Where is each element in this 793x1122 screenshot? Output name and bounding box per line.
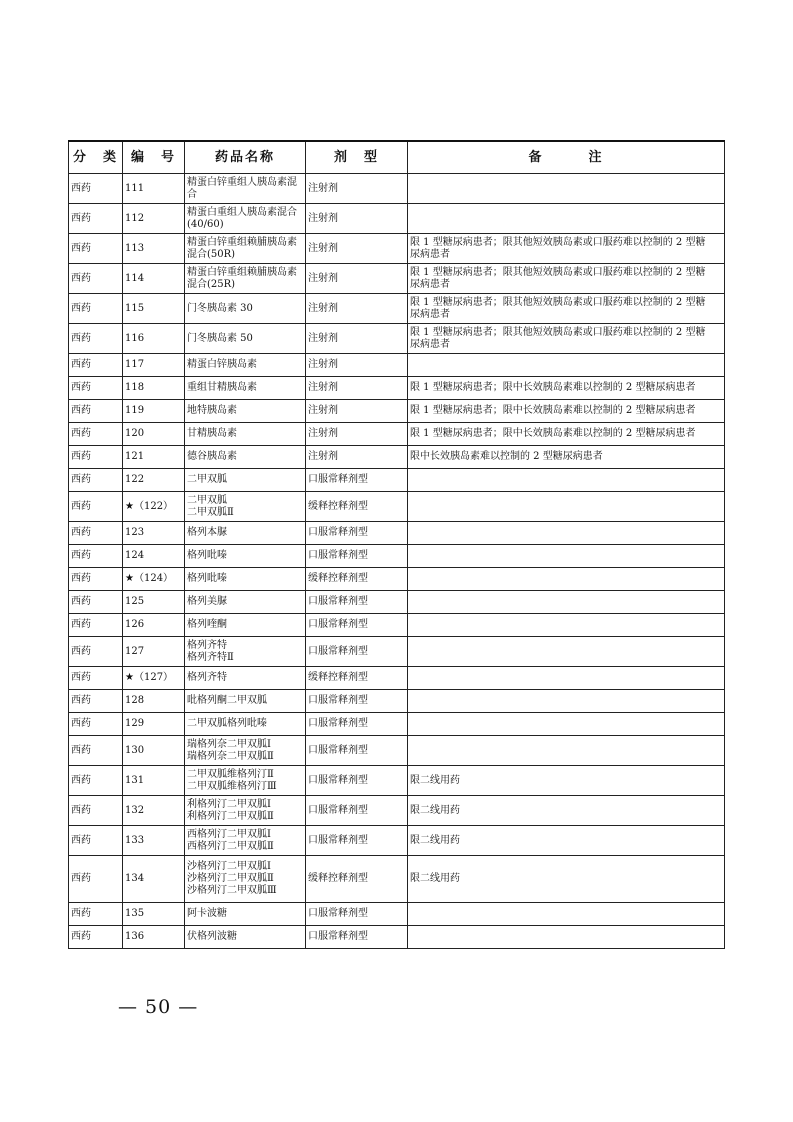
- table-row: [69, 766, 725, 796]
- cell-dosage-form: 口服常释剂型: [306, 522, 408, 545]
- cell-note: 限 1 型糖尿病患者；限其他短效胰岛素或口服药难以控制的 2 型糖 尿病患者: [408, 264, 725, 294]
- cell-dosage-form: 注射剂: [306, 204, 408, 234]
- cell-dosage-form: 注射剂: [306, 377, 408, 400]
- cell-dosage-form: 口服常释剂型: [306, 796, 408, 826]
- cell-category: 西药: [69, 667, 123, 690]
- cell-category: 西药: [69, 174, 123, 204]
- cell-note: 限 1 型糖尿病患者；限中长效胰岛素难以控制的 2 型糖尿病患者: [408, 400, 725, 423]
- cell-note: [408, 637, 725, 667]
- cell-dosage-form: 注射剂: [306, 400, 408, 423]
- cell-dosage-form: 缓释控释剂型: [306, 568, 408, 591]
- cell-category: 西药: [69, 736, 123, 766]
- cell-category: 西药: [69, 522, 123, 545]
- cell-dosage-form: 口服常释剂型: [306, 690, 408, 713]
- cell-number: 134: [123, 856, 185, 903]
- cell-dosage-form: 注射剂: [306, 446, 408, 469]
- cell-dosage-form: 口服常释剂型: [306, 614, 408, 637]
- table-row: [69, 294, 725, 324]
- cell-category: 西药: [69, 690, 123, 713]
- cell-number: 114: [123, 264, 185, 294]
- cell-note: [408, 469, 725, 492]
- cell-name: 精蛋白锌重组赖脯胰岛素 混合(50R): [185, 234, 306, 264]
- cell-note: 限 1 型糖尿病患者；限中长效胰岛素难以控制的 2 型糖尿病患者: [408, 423, 725, 446]
- table-row: [69, 446, 725, 469]
- cell-name: 二甲双胍: [185, 469, 306, 492]
- cell-category: 西药: [69, 856, 123, 903]
- cell-note: [408, 713, 725, 736]
- cell-name: 利格列汀二甲双胍Ⅰ 利格列汀二甲双胍Ⅱ: [185, 796, 306, 826]
- header-number: 编 号: [123, 141, 185, 174]
- cell-dosage-form: 口服常释剂型: [306, 926, 408, 949]
- cell-dosage-form: 口服常释剂型: [306, 766, 408, 796]
- cell-dosage-form: 注射剂: [306, 324, 408, 354]
- cell-name: 地特胰岛素: [185, 400, 306, 423]
- cell-note: [408, 354, 725, 377]
- cell-number: 131: [123, 766, 185, 796]
- table-row: [69, 264, 725, 294]
- cell-dosage-form: 注射剂: [306, 174, 408, 204]
- cell-name: 精蛋白锌重组人胰岛素混 合: [185, 174, 306, 204]
- cell-name: 重组甘精胰岛素: [185, 377, 306, 400]
- cell-name: 伏格列波糖: [185, 926, 306, 949]
- cell-category: 西药: [69, 766, 123, 796]
- cell-number: 135: [123, 903, 185, 926]
- table-row: [69, 354, 725, 377]
- cell-category: 西药: [69, 354, 123, 377]
- cell-dosage-form: 注射剂: [306, 423, 408, 446]
- cell-category: 西药: [69, 903, 123, 926]
- cell-note: 限二线用药: [408, 856, 725, 903]
- table-row: [69, 492, 725, 522]
- cell-note: [408, 568, 725, 591]
- drug-table: [68, 140, 725, 949]
- cell-note: 限二线用药: [408, 826, 725, 856]
- cell-name: 西格列汀二甲双胍Ⅰ 西格列汀二甲双胍Ⅱ: [185, 826, 306, 856]
- table-row: [69, 324, 725, 354]
- cell-dosage-form: 注射剂: [306, 354, 408, 377]
- table-row: [69, 204, 725, 234]
- cell-name: 二甲双胍 二甲双胍Ⅱ: [185, 492, 306, 522]
- cell-number: 116: [123, 324, 185, 354]
- table-row: [69, 903, 725, 926]
- cell-name: 阿卡波糖: [185, 903, 306, 926]
- cell-number: 130: [123, 736, 185, 766]
- cell-category: 西药: [69, 294, 123, 324]
- cell-category: 西药: [69, 423, 123, 446]
- cell-note: [408, 614, 725, 637]
- cell-note: [408, 903, 725, 926]
- page-number: — 50 —: [118, 996, 199, 1018]
- cell-note: [408, 522, 725, 545]
- cell-category: 西药: [69, 234, 123, 264]
- cell-note: [408, 545, 725, 568]
- cell-number: ★（127）: [123, 667, 185, 690]
- table-row: [69, 796, 725, 826]
- cell-dosage-form: 缓释控释剂型: [306, 667, 408, 690]
- cell-number: 127: [123, 637, 185, 667]
- cell-note: 限中长效胰岛素难以控制的 2 型糖尿病患者: [408, 446, 725, 469]
- cell-category: 西药: [69, 545, 123, 568]
- cell-name: 二甲双胍维格列汀Ⅱ 二甲双胍维格列汀Ⅲ: [185, 766, 306, 796]
- cell-category: 西药: [69, 377, 123, 400]
- cell-number: 121: [123, 446, 185, 469]
- cell-name: 精蛋白锌重组赖脯胰岛素 混合(25R): [185, 264, 306, 294]
- table-body: [69, 174, 725, 949]
- cell-number: 120: [123, 423, 185, 446]
- table-row: [69, 856, 725, 903]
- header-dosage-form: 剂 型: [306, 141, 408, 174]
- cell-dosage-form: 口服常释剂型: [306, 637, 408, 667]
- header-drug-name: 药品名称: [185, 141, 306, 174]
- cell-number: 129: [123, 713, 185, 736]
- cell-name: 格列吡嗪: [185, 545, 306, 568]
- cell-category: 西药: [69, 204, 123, 234]
- cell-note: [408, 690, 725, 713]
- table-row: [69, 522, 725, 545]
- cell-note: [408, 736, 725, 766]
- cell-note: 限二线用药: [408, 796, 725, 826]
- cell-name: 门冬胰岛素 30: [185, 294, 306, 324]
- table-row: [69, 234, 725, 264]
- cell-name: 沙格列汀二甲双胍Ⅰ 沙格列汀二甲双胍Ⅱ 沙格列汀二甲双胍Ⅲ: [185, 856, 306, 903]
- cell-category: 西药: [69, 400, 123, 423]
- cell-category: 西药: [69, 469, 123, 492]
- cell-number: 118: [123, 377, 185, 400]
- table-row: [69, 926, 725, 949]
- table-row: [69, 423, 725, 446]
- cell-number: 123: [123, 522, 185, 545]
- cell-name: 格列齐特: [185, 667, 306, 690]
- cell-note: 限二线用药: [408, 766, 725, 796]
- table-row: [69, 690, 725, 713]
- table-row: [69, 713, 725, 736]
- cell-category: 西药: [69, 591, 123, 614]
- cell-number: 117: [123, 354, 185, 377]
- cell-note: 限 1 型糖尿病患者；限其他短效胰岛素或口服药难以控制的 2 型糖 尿病患者: [408, 234, 725, 264]
- cell-dosage-form: 口服常释剂型: [306, 736, 408, 766]
- header-remarks: 备 注: [408, 141, 725, 174]
- table-row: [69, 826, 725, 856]
- cell-name: 精蛋白重组人胰岛素混合 (40/60): [185, 204, 306, 234]
- cell-category: 西药: [69, 568, 123, 591]
- cell-number: ★（122）: [123, 492, 185, 522]
- cell-number: 133: [123, 826, 185, 856]
- cell-category: 西药: [69, 614, 123, 637]
- cell-category: 西药: [69, 637, 123, 667]
- cell-dosage-form: 口服常释剂型: [306, 713, 408, 736]
- cell-note: [408, 926, 725, 949]
- cell-number: 128: [123, 690, 185, 713]
- cell-dosage-form: 口服常释剂型: [306, 545, 408, 568]
- cell-number: 126: [123, 614, 185, 637]
- cell-name: 格列喹酮: [185, 614, 306, 637]
- cell-name: 二甲双胍格列吡嗪: [185, 713, 306, 736]
- table-header-row: [69, 141, 725, 174]
- cell-number: 125: [123, 591, 185, 614]
- cell-name: 甘精胰岛素: [185, 423, 306, 446]
- table-row: [69, 469, 725, 492]
- cell-note: 限 1 型糖尿病患者；限其他短效胰岛素或口服药难以控制的 2 型糖 尿病患者: [408, 324, 725, 354]
- cell-dosage-form: 口服常释剂型: [306, 826, 408, 856]
- cell-number: ★（124）: [123, 568, 185, 591]
- table-row: [69, 545, 725, 568]
- table-row: [69, 614, 725, 637]
- table-row: [69, 400, 725, 423]
- cell-note: [408, 667, 725, 690]
- table-row: [69, 667, 725, 690]
- cell-category: 西药: [69, 324, 123, 354]
- table-row: [69, 174, 725, 204]
- cell-note: [408, 492, 725, 522]
- table-row: [69, 591, 725, 614]
- header-category: 分 类: [69, 141, 123, 174]
- cell-name: 吡格列酮二甲双胍: [185, 690, 306, 713]
- cell-category: 西药: [69, 713, 123, 736]
- cell-number: 119: [123, 400, 185, 423]
- cell-note: 限 1 型糖尿病患者；限其他短效胰岛素或口服药难以控制的 2 型糖 尿病患者: [408, 294, 725, 324]
- table-row: [69, 377, 725, 400]
- cell-name: 德谷胰岛素: [185, 446, 306, 469]
- cell-dosage-form: 注射剂: [306, 294, 408, 324]
- cell-note: [408, 174, 725, 204]
- cell-number: 115: [123, 294, 185, 324]
- cell-category: 西药: [69, 826, 123, 856]
- table-row: [69, 568, 725, 591]
- cell-note: 限 1 型糖尿病患者；限中长效胰岛素难以控制的 2 型糖尿病患者: [408, 377, 725, 400]
- cell-number: 132: [123, 796, 185, 826]
- cell-category: 西药: [69, 926, 123, 949]
- cell-dosage-form: 注射剂: [306, 264, 408, 294]
- cell-dosage-form: 缓释控释剂型: [306, 856, 408, 903]
- cell-dosage-form: 注射剂: [306, 234, 408, 264]
- cell-category: 西药: [69, 446, 123, 469]
- cell-name: 格列齐特 格列齐特Ⅱ: [185, 637, 306, 667]
- cell-category: 西药: [69, 492, 123, 522]
- cell-number: 112: [123, 204, 185, 234]
- cell-dosage-form: 缓释控释剂型: [306, 492, 408, 522]
- cell-name: 瑞格列奈二甲双胍Ⅰ 瑞格列奈二甲双胍Ⅱ: [185, 736, 306, 766]
- table-row: [69, 736, 725, 766]
- cell-dosage-form: 口服常释剂型: [306, 903, 408, 926]
- cell-name: 格列吡嗪: [185, 568, 306, 591]
- cell-note: [408, 204, 725, 234]
- cell-name: 门冬胰岛素 50: [185, 324, 306, 354]
- cell-number: 113: [123, 234, 185, 264]
- cell-category: 西药: [69, 796, 123, 826]
- table-row: [69, 637, 725, 667]
- cell-number: 111: [123, 174, 185, 204]
- cell-category: 西药: [69, 264, 123, 294]
- cell-number: 124: [123, 545, 185, 568]
- cell-name: 格列美脲: [185, 591, 306, 614]
- cell-name: 格列本脲: [185, 522, 306, 545]
- cell-dosage-form: 口服常释剂型: [306, 591, 408, 614]
- cell-dosage-form: 口服常释剂型: [306, 469, 408, 492]
- cell-note: [408, 591, 725, 614]
- cell-number: 122: [123, 469, 185, 492]
- cell-number: 136: [123, 926, 185, 949]
- cell-name: 精蛋白锌胰岛素: [185, 354, 306, 377]
